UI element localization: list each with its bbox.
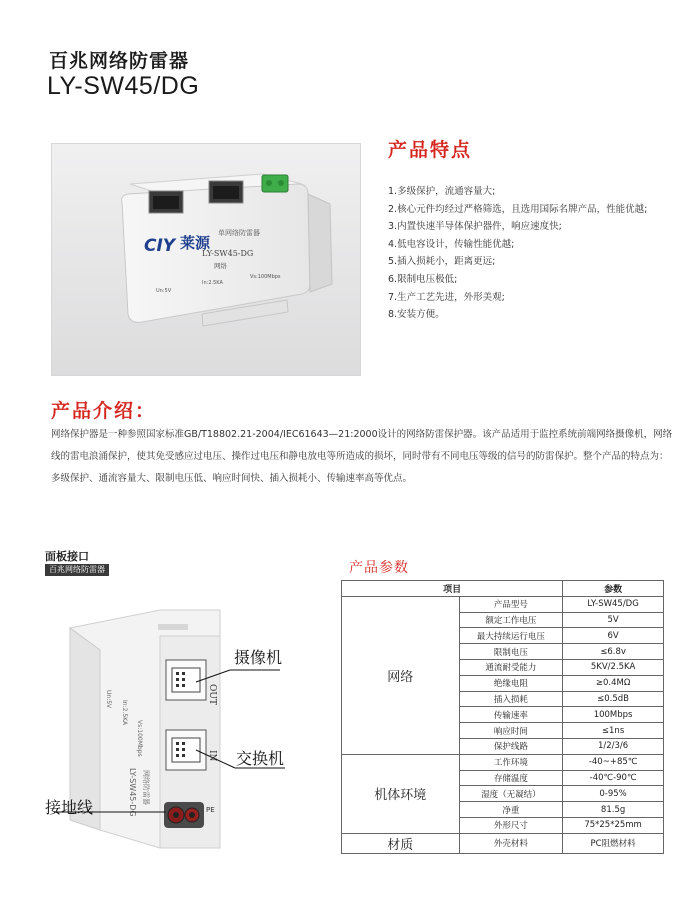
param-label: 绝缘电阻: [459, 675, 563, 691]
param-value: ≤1ns: [563, 723, 664, 739]
param-value: 5KV/2.5KA: [563, 659, 664, 675]
param-value: LY-SW45/DG: [563, 596, 664, 612]
param-value: 75*25*25mm: [563, 817, 664, 833]
param-label: 存储温度: [459, 770, 563, 786]
feature-item: 6.限制电压极低;: [388, 273, 458, 285]
param-label: 净重: [459, 802, 563, 818]
param-label: 限制电压: [459, 644, 563, 660]
param-group-name: 网络: [342, 596, 460, 754]
spec-in-text: In:2.5KA: [202, 280, 223, 286]
param-label: 传输速率: [459, 707, 563, 723]
param-label: 响应时间: [459, 723, 563, 739]
param-value: ≤6.8v: [563, 644, 664, 660]
svg-text:网络防雷器: 网络防雷器: [142, 770, 150, 805]
port-out-label: OUT: [207, 684, 217, 705]
brand-logo-text: CIY: [144, 236, 176, 256]
table-row: [342, 754, 664, 770]
param-value: 6V: [563, 628, 664, 644]
param-label: 工作环境: [459, 754, 563, 770]
feature-item: 1.多级保护，流通容量大;: [388, 186, 496, 197]
device-model-text: LY-SW45-DG: [202, 249, 254, 258]
callout-ground: 接地线: [45, 798, 94, 817]
panel-badge: 百兆网络防雷器: [45, 564, 109, 576]
product-title: 百兆网络防雷器: [49, 50, 190, 72]
param-label: 通流耐受能力: [459, 659, 563, 675]
product-photo: [51, 143, 361, 376]
params-title: 产品参数: [349, 560, 409, 576]
device-sub-text: 网络: [214, 262, 227, 270]
param-label: 最大持续运行电压: [459, 628, 563, 644]
param-label: 外壳材料: [459, 833, 563, 853]
params-header-row: [342, 581, 664, 597]
intro-text: 网络保护器是一种参照国家标准GB/T18802.21-2004/IEC61643—21:2000设计的网络防雷保护器。该产品适用于监控系统前端网络摄像机，网络线的雷电浪涌保护，使其免受感应过电压、操作过电压和静电放电等所造成的损坏，同时带有不同电压等级的信号的防雷保护。整个产品的特点为：多级保护、通流容量大、限制电压低、响应时间快、插入损耗小、传输速率高等优点。: [51, 429, 673, 484]
features-list: [388, 183, 647, 324]
port-in-label: IN: [207, 750, 217, 762]
params-body: [342, 596, 664, 853]
param-value: 1/2/3/6: [563, 738, 664, 754]
svg-text:Vs:100Mbps: Vs:100Mbps: [136, 720, 143, 757]
param-group-name: 材质: [342, 833, 460, 853]
feature-item: 5.插入损耗小，距离更远;: [388, 256, 496, 268]
pe-label: PE: [206, 806, 215, 814]
param-value: -40℃-90℃: [563, 770, 664, 786]
panel-diagram: [40, 590, 300, 860]
param-label: 湿度（无凝结）: [459, 786, 563, 802]
feature-item: 3.内置快速半导体保护器件，响应速度快;: [388, 221, 562, 233]
param-label: 额定工作电压: [459, 612, 563, 628]
param-value: ≤0.5dB: [563, 691, 664, 707]
intro-title: 产品介绍：: [51, 400, 157, 422]
header-item: 项目: [342, 581, 563, 597]
svg-text:Un:5V: Un:5V: [105, 690, 112, 709]
panel-title: 面板接口: [45, 550, 89, 563]
panel-illustration: [40, 590, 300, 860]
callout-camera: 摄像机: [234, 648, 283, 667]
features-title: 产品特点: [388, 139, 473, 161]
params-table: [341, 580, 664, 854]
param-value: ≥0.4MΩ: [563, 675, 664, 691]
feature-item: 8.安装方便。: [388, 309, 445, 321]
param-value: PC阻燃材料: [563, 833, 664, 853]
header-param: 参数: [563, 581, 664, 597]
param-value: 81.5g: [563, 802, 664, 818]
callout-switch: 交换机: [236, 749, 285, 768]
param-group-name: 机体环境: [342, 754, 460, 833]
param-value: 100Mbps: [563, 707, 664, 723]
table-row: [342, 833, 664, 853]
param-label: 保护线路: [459, 738, 563, 754]
spec-rate-text: Vs:100Mbps: [250, 274, 281, 280]
brand-name-text: 莱源: [180, 234, 211, 252]
spec-un-text: Un:5V: [156, 288, 172, 294]
param-label: 产品型号: [459, 596, 563, 612]
product-model: LY-SW45/DG: [47, 72, 200, 100]
svg-text:LY-SW45-DG: LY-SW45-DG: [128, 768, 137, 817]
param-label: 外形尺寸: [459, 817, 563, 833]
param-value: -40~+85℃: [563, 754, 664, 770]
feature-item: 2.核心元件均经过严格筛选，且选用国际名牌产品，性能优越;: [388, 203, 648, 215]
table-row: [342, 596, 664, 612]
feature-item: 7.生产工艺先进，外形美观;: [388, 291, 505, 303]
device-illustration: [52, 144, 361, 376]
svg-text:In:2.5KA: In:2.5KA: [121, 700, 128, 726]
param-value: 0-95%: [563, 786, 664, 802]
feature-item: 4.低电容设计，传输性能优越;: [388, 238, 515, 250]
param-label: 插入损耗: [459, 691, 563, 707]
param-value: 5V: [563, 612, 664, 628]
device-cn-text: 单网络防雷器: [218, 229, 260, 237]
